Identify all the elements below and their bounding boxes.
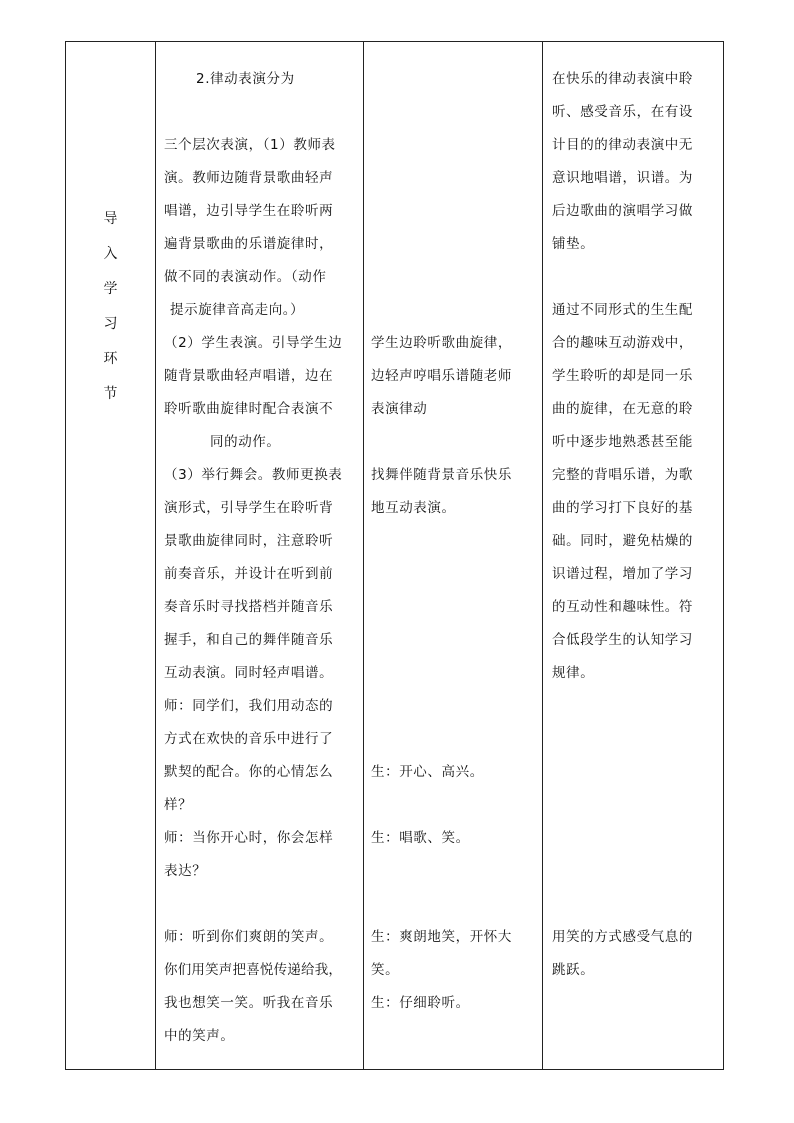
teacher-line: 提示旋律音高走向。）: [170, 302, 305, 318]
teacher-line: 中的笑声。: [164, 1028, 235, 1044]
teacher-line: （2）学生表演。引导学生边: [164, 335, 343, 351]
teacher-line: 默契的配合。你的心情怎么: [164, 764, 334, 780]
intent-line: 曲的旋律，在无意的聆: [552, 401, 693, 417]
stage-char: 节: [103, 386, 118, 402]
teacher-line: 同的动作。: [210, 434, 281, 450]
student-line: 生：唱歌、笑。: [371, 830, 470, 846]
teacher-line: 样？: [164, 797, 193, 813]
intent-line: 识谱过程，增加了学习: [552, 566, 693, 582]
teacher-line: 表达？: [164, 863, 207, 879]
teacher-line: 奏音乐时寻找搭档并随音乐: [164, 599, 334, 615]
teacher-line: 互动表演。同时轻声唱谱。: [164, 665, 334, 681]
teacher-line: 握手，和自己的舞伴随音乐: [164, 632, 334, 648]
teacher-line: 前奏音乐，并设计在听到前: [164, 566, 334, 582]
student-activity-cell: [364, 42, 543, 1070]
intent-line: 铺垫。: [552, 236, 595, 252]
intent-line: 规律。: [552, 665, 595, 681]
student-line: 生：爽朗地笑，开怀大: [371, 929, 512, 945]
student-line: 找舞伴随背景音乐快乐: [371, 467, 512, 483]
teacher-line: 做不同的表演动作。（动作: [164, 269, 327, 285]
intent-line: 曲的学习打下良好的基: [552, 500, 693, 516]
student-line: 生：仔细聆听。: [371, 995, 470, 1011]
table-row: [66, 42, 724, 1070]
teacher-line: （3）举行舞会。教师更换表: [164, 467, 343, 483]
teacher-line: 师：听到你们爽朗的笑声。: [164, 929, 334, 945]
intent-line: 计目的的律动表演中无: [552, 137, 693, 153]
stage-char: 入: [103, 246, 118, 262]
intent-line: 学生聆听的却是同一乐: [552, 368, 693, 384]
teacher-line: 唱谱，边引导学生在聆听两: [164, 203, 334, 219]
intent-line: 听、感受音乐，在有设: [552, 104, 693, 120]
intent-line: 意识地唱谱，识谱。为: [552, 170, 693, 186]
teacher-line: 随背景歌曲轻声唱谱，边在: [164, 368, 334, 384]
intent-line: 后边歌曲的演唱学习做: [552, 203, 693, 219]
stage-label: [66, 202, 155, 412]
intent-line: 跳跃。: [552, 962, 595, 978]
teacher-line: 师：当你开心时，你会怎样: [164, 830, 334, 846]
intent-line: 合低段学生的认知学习: [552, 632, 693, 648]
student-line: 笑。: [371, 962, 400, 978]
intent-line: 通过不同形式的生生配: [552, 302, 693, 318]
teacher-line: 师：同学们，我们用动态的: [164, 698, 334, 714]
student-line: 边轻声哼唱乐谱随老师: [371, 368, 512, 384]
lesson-plan-table: [65, 41, 724, 1070]
teacher-activity-cell: [156, 42, 364, 1070]
teacher-line: 三个层次表演，（1）教师表: [164, 137, 336, 153]
intent-line: 完整的背唱乐谱，为歌: [552, 467, 693, 483]
intent-line: 础。同时，避免枯燥的: [552, 533, 693, 549]
teacher-line: 我也想笑一笑。听我在音乐: [164, 995, 334, 1011]
intent-line: 的互动性和趣味性。符: [552, 599, 693, 615]
teacher-line: 方式在欢快的音乐中进行了: [164, 731, 334, 747]
intent-line: 在快乐的律动表演中聆: [552, 71, 693, 87]
stage-char: 习: [103, 316, 118, 332]
student-line: 生：开心、高兴。: [371, 764, 484, 780]
student-line: 地互动表演。: [371, 500, 456, 516]
intent-line: 合的趣味互动游戏中，: [552, 335, 693, 351]
teacher-line: 2.律动表演分为: [196, 71, 295, 87]
intent-line: 用笑的方式感受气息的: [552, 929, 693, 945]
student-line: 表演律动: [371, 401, 428, 417]
intent-line: 听中逐步地熟悉甚至能: [552, 434, 693, 450]
stage-cell: [66, 42, 156, 1070]
teacher-line: 你们用笑声把喜悦传递给我，: [164, 962, 343, 978]
teacher-line: 演形式，引导学生在聆听背: [164, 500, 334, 516]
stage-char: 环: [103, 351, 118, 367]
student-line: 学生边聆听歌曲旋律，: [371, 335, 512, 351]
teacher-line: 遍背景歌曲的乐谱旋律时，: [164, 236, 334, 252]
teacher-line: 演。教师边随背景歌曲轻声: [164, 170, 334, 186]
teacher-line: 景歌曲旋律同时，注意聆听: [164, 533, 334, 549]
stage-char: 学: [103, 281, 118, 297]
stage-char: 导: [103, 211, 118, 227]
design-intent-cell: [543, 42, 724, 1070]
teacher-line: 聆听歌曲旋律时配合表演不: [164, 401, 334, 417]
